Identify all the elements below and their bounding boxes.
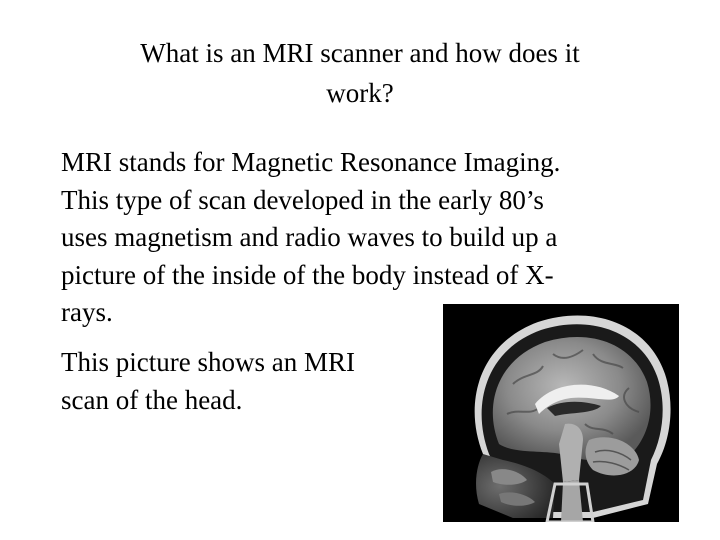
slide-title	[60, 33, 660, 113]
body-line: MRI stands for Magnetic Resonance Imaging.	[61, 147, 561, 177]
title-line: work?	[326, 78, 394, 108]
body-line: scan of the head.	[61, 384, 243, 415]
mri-head-scan-image	[443, 304, 679, 522]
body-line: uses magnetism and radio waves to build up a	[61, 222, 558, 252]
body-paragraph-picture-caption	[61, 344, 355, 419]
title-line: What is an MRI scanner and how does it	[140, 38, 580, 68]
mri-scan-illustration	[443, 304, 679, 522]
body-line: This picture shows an MRI	[61, 347, 355, 377]
body-line: This type of scan developed in the early 80’s	[61, 184, 544, 215]
body-line: rays.	[61, 297, 113, 327]
body-line: picture of the inside of the body instead of X-	[61, 259, 554, 290]
